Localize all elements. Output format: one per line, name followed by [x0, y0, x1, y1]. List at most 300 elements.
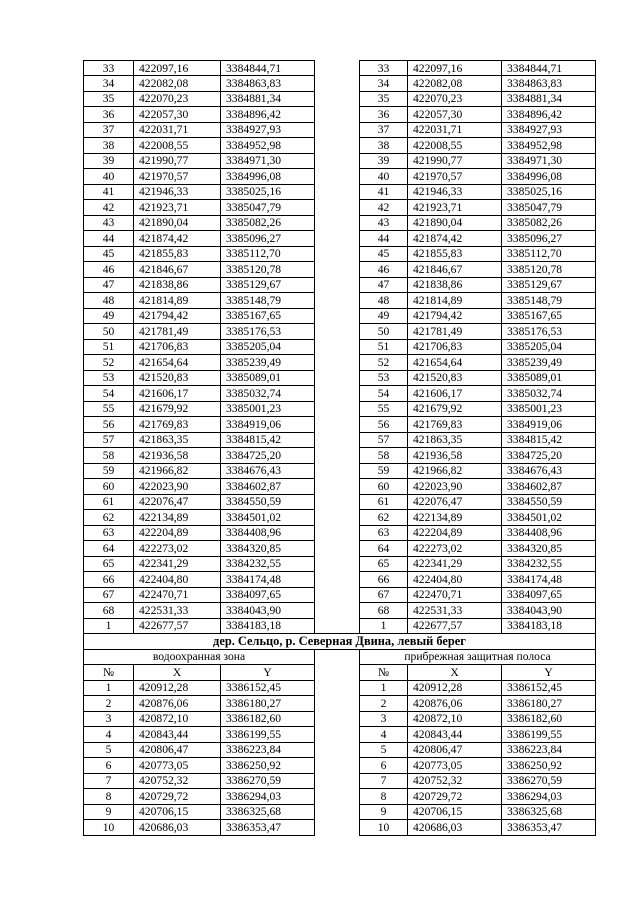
y-coordinate-cell: 3384952,98	[221, 138, 315, 154]
x-coordinate-cell: 421794,42	[134, 308, 221, 324]
table-row	[84, 401, 596, 417]
table-gap-cell	[315, 277, 360, 293]
x-coordinate-cell: 421838,86	[408, 277, 502, 293]
table-row	[84, 138, 596, 154]
point-number-cell: 35	[84, 91, 134, 107]
y-coordinate-cell: 3384725,20	[221, 448, 315, 464]
point-number-cell: 63	[84, 525, 134, 541]
x-coordinate-cell: 421863,35	[134, 432, 221, 448]
point-number-cell: 57	[360, 432, 408, 448]
x-coordinate-cell: 422341,29	[134, 556, 221, 572]
point-number-cell: 63	[360, 525, 408, 541]
x-coordinate-cell: 421970,57	[134, 169, 221, 185]
table-gap-cell	[315, 541, 360, 557]
y-coordinate-cell: 3384815,42	[502, 432, 596, 448]
table-row	[84, 680, 596, 696]
table-gap-cell	[315, 246, 360, 262]
point-number-cell: 46	[84, 262, 134, 278]
point-number-cell: 9	[360, 804, 408, 820]
y-coordinate-cell: 3384927,93	[221, 122, 315, 138]
y-coordinate-cell: 3385167,65	[221, 308, 315, 324]
y-coordinate-cell: 3385120,78	[502, 262, 596, 278]
table-gap-cell	[315, 711, 360, 727]
y-coordinate-cell: 3385032,74	[502, 386, 596, 402]
point-number-cell: 3	[84, 711, 134, 727]
table-gap-cell	[315, 448, 360, 464]
point-number-cell: 68	[84, 603, 134, 619]
x-coordinate-cell: 421606,17	[134, 386, 221, 402]
x-coordinate-cell: 421970,57	[408, 169, 502, 185]
x-coordinate-cell: 422097,16	[134, 61, 221, 76]
y-coordinate-cell: 3384881,34	[221, 91, 315, 107]
table-row	[84, 603, 596, 619]
x-coordinate-cell: 421814,89	[134, 293, 221, 309]
x-coordinate-cell: 422341,29	[408, 556, 502, 572]
x-column-header: X	[408, 665, 502, 681]
x-coordinate-cell: 420752,32	[408, 773, 502, 789]
y-coordinate-cell: 3385082,26	[221, 215, 315, 231]
y-coordinate-cell: 3385047,79	[221, 200, 315, 216]
x-coordinate-cell: 421679,92	[134, 401, 221, 417]
point-number-cell: 40	[360, 169, 408, 185]
table-gap-cell	[315, 339, 360, 355]
y-coordinate-cell: 3384676,43	[502, 463, 596, 479]
table-gap-cell	[315, 61, 360, 76]
x-coordinate-cell: 420686,03	[408, 820, 502, 836]
point-number-cell: 3	[360, 711, 408, 727]
table-gap-cell	[315, 618, 360, 634]
y-coordinate-cell: 3384602,87	[502, 479, 596, 495]
coordinates-table-body	[84, 61, 596, 836]
x-coordinate-cell: 421936,58	[134, 448, 221, 464]
table-row	[84, 758, 596, 774]
y-coordinate-cell: 3384232,55	[502, 556, 596, 572]
table-row	[84, 61, 596, 76]
y-coordinate-cell: 3384844,71	[502, 61, 596, 76]
point-number-cell: 62	[84, 510, 134, 526]
column-header-row	[84, 665, 596, 681]
x-coordinate-cell: 421874,42	[408, 231, 502, 247]
y-coordinate-cell: 3384408,96	[221, 525, 315, 541]
y-coordinate-cell: 3384232,55	[221, 556, 315, 572]
table-row	[84, 91, 596, 107]
table-row	[84, 370, 596, 386]
y-coordinate-cell: 3384550,59	[221, 494, 315, 510]
table-row	[84, 820, 596, 836]
x-coordinate-cell: 420843,44	[134, 727, 221, 743]
x-coordinate-cell: 420706,15	[134, 804, 221, 820]
point-number-cell: 56	[84, 417, 134, 433]
point-number-cell: 34	[360, 76, 408, 92]
table-gap-cell	[315, 742, 360, 758]
y-coordinate-cell: 3386270,59	[221, 773, 315, 789]
y-coordinate-cell: 3384183,18	[221, 618, 315, 634]
y-coordinate-cell: 3384844,71	[221, 61, 315, 76]
y-coordinate-cell: 3385032,74	[221, 386, 315, 402]
point-number-cell: 42	[84, 200, 134, 216]
table-gap-cell	[315, 696, 360, 712]
table-row	[84, 711, 596, 727]
x-coordinate-cell: 421946,33	[408, 184, 502, 200]
table-gap-cell	[315, 91, 360, 107]
table-row	[84, 231, 596, 247]
table-gap-cell	[315, 138, 360, 154]
table-row	[84, 293, 596, 309]
table-gap-cell	[315, 370, 360, 386]
table-row	[84, 215, 596, 231]
x-coordinate-cell: 422070,23	[408, 91, 502, 107]
y-coordinate-cell: 3384320,85	[221, 541, 315, 557]
point-number-cell: 36	[84, 107, 134, 123]
y-coordinate-cell: 3385082,26	[502, 215, 596, 231]
table-gap-cell	[315, 386, 360, 402]
table-gap-cell	[315, 231, 360, 247]
y-column-header: Y	[502, 665, 596, 681]
table-gap-cell	[315, 820, 360, 836]
table-gap-cell	[315, 494, 360, 510]
point-number-cell: 7	[360, 773, 408, 789]
table-row	[84, 308, 596, 324]
table-gap-cell	[315, 262, 360, 278]
point-number-cell: 4	[84, 727, 134, 743]
point-number-cell: 1	[84, 618, 134, 634]
x-coordinate-cell: 422134,89	[134, 510, 221, 526]
table-row	[84, 587, 596, 603]
x-coordinate-cell: 422134,89	[408, 510, 502, 526]
x-coordinate-cell: 422097,16	[408, 61, 502, 76]
point-number-cell: 1	[360, 680, 408, 696]
x-coordinate-cell: 422404,80	[134, 572, 221, 588]
y-coordinate-cell: 3385148,79	[221, 293, 315, 309]
point-number-cell: 6	[84, 758, 134, 774]
y-coordinate-cell: 3386182,60	[502, 711, 596, 727]
x-coordinate-cell: 422057,30	[134, 107, 221, 123]
x-coordinate-cell: 420773,05	[408, 758, 502, 774]
x-coordinate-cell: 421966,82	[134, 463, 221, 479]
table-gap-cell	[315, 525, 360, 541]
point-number-cell: 64	[84, 541, 134, 557]
y-coordinate-cell: 3385239,49	[502, 355, 596, 371]
y-coordinate-cell: 3384602,87	[221, 479, 315, 495]
section-title-row	[84, 634, 596, 650]
y-coordinate-cell: 3385001,23	[502, 401, 596, 417]
table-gap-cell	[315, 649, 360, 665]
point-number-cell: 62	[360, 510, 408, 526]
table-gap-cell	[315, 773, 360, 789]
x-coordinate-cell: 421520,83	[134, 370, 221, 386]
table-gap-cell	[315, 308, 360, 324]
y-coordinate-cell: 3384863,83	[221, 76, 315, 92]
point-number-cell: 61	[84, 494, 134, 510]
x-coordinate-cell: 421769,83	[408, 417, 502, 433]
x-coordinate-cell: 422082,08	[134, 76, 221, 92]
y-coordinate-cell: 3384996,08	[502, 169, 596, 185]
y-coordinate-cell: 3385089,01	[221, 370, 315, 386]
point-number-cell: 49	[84, 308, 134, 324]
x-coordinate-cell: 421654,64	[408, 355, 502, 371]
y-coordinate-cell: 3385167,65	[502, 308, 596, 324]
point-number-cell: 49	[360, 308, 408, 324]
y-coordinate-cell: 3385120,78	[221, 262, 315, 278]
y-column-header: Y	[221, 665, 315, 681]
table-row	[84, 494, 596, 510]
x-coordinate-cell: 421654,64	[134, 355, 221, 371]
y-coordinate-cell: 3384971,30	[221, 153, 315, 169]
point-number-cell: 45	[84, 246, 134, 262]
y-coordinate-cell: 3385129,67	[502, 277, 596, 293]
number-column-header: №	[360, 665, 408, 681]
x-coordinate-cell: 422076,47	[134, 494, 221, 510]
point-number-cell: 52	[360, 355, 408, 371]
y-coordinate-cell: 3386325,68	[502, 804, 596, 820]
x-coordinate-cell: 420752,32	[134, 773, 221, 789]
table-gap-cell	[315, 680, 360, 696]
x-coordinate-cell: 422008,55	[134, 138, 221, 154]
table-row	[84, 727, 596, 743]
y-coordinate-cell: 3384501,02	[221, 510, 315, 526]
x-coordinate-cell: 422076,47	[408, 494, 502, 510]
x-coordinate-cell: 422082,08	[408, 76, 502, 92]
table-row	[84, 169, 596, 185]
point-number-cell: 67	[84, 587, 134, 603]
point-number-cell: 41	[84, 184, 134, 200]
point-number-cell: 33	[360, 61, 408, 76]
x-coordinate-cell: 422204,89	[408, 525, 502, 541]
point-number-cell: 59	[360, 463, 408, 479]
x-coordinate-cell: 421855,83	[134, 246, 221, 262]
point-number-cell: 46	[360, 262, 408, 278]
y-coordinate-cell: 3384919,06	[502, 417, 596, 433]
point-number-cell: 8	[84, 789, 134, 805]
table-gap-cell	[315, 355, 360, 371]
y-coordinate-cell: 3385047,79	[502, 200, 596, 216]
y-coordinate-cell: 3385239,49	[221, 355, 315, 371]
x-coordinate-cell: 421923,71	[134, 200, 221, 216]
x-coordinate-cell: 421846,67	[134, 262, 221, 278]
point-number-cell: 50	[360, 324, 408, 340]
y-coordinate-cell: 3386223,84	[221, 742, 315, 758]
y-coordinate-cell: 3384952,98	[502, 138, 596, 154]
y-coordinate-cell: 3384676,43	[221, 463, 315, 479]
y-coordinate-cell: 3386182,60	[221, 711, 315, 727]
x-coordinate-cell: 421846,67	[408, 262, 502, 278]
table-gap-cell	[315, 215, 360, 231]
y-coordinate-cell: 3385096,27	[221, 231, 315, 247]
x-coordinate-cell: 422023,90	[134, 479, 221, 495]
point-number-cell: 66	[360, 572, 408, 588]
table-gap-cell	[315, 587, 360, 603]
y-coordinate-cell: 3385025,16	[221, 184, 315, 200]
table-gap-cell	[315, 184, 360, 200]
point-number-cell: 53	[84, 370, 134, 386]
x-coordinate-cell: 420686,03	[134, 820, 221, 836]
water-protection-zone-title: водоохранная зона	[84, 649, 315, 665]
point-number-cell: 39	[84, 153, 134, 169]
table-gap-cell	[315, 293, 360, 309]
point-number-cell: 53	[360, 370, 408, 386]
y-coordinate-cell: 3384320,85	[502, 541, 596, 557]
table-row	[84, 355, 596, 371]
x-coordinate-cell: 420843,44	[408, 727, 502, 743]
point-number-cell: 6	[360, 758, 408, 774]
table-row	[84, 696, 596, 712]
x-coordinate-cell: 422008,55	[408, 138, 502, 154]
x-coordinate-cell: 420876,06	[408, 696, 502, 712]
x-coordinate-cell: 421706,83	[134, 339, 221, 355]
x-coordinate-cell: 420872,10	[408, 711, 502, 727]
x-coordinate-cell: 421890,04	[134, 215, 221, 231]
y-coordinate-cell: 3384043,90	[502, 603, 596, 619]
table-row	[84, 618, 596, 634]
table-row	[84, 339, 596, 355]
x-coordinate-cell: 422470,71	[408, 587, 502, 603]
table-row	[84, 153, 596, 169]
point-number-cell: 58	[360, 448, 408, 464]
table-row	[84, 386, 596, 402]
y-coordinate-cell: 3386199,55	[221, 727, 315, 743]
x-coordinate-cell: 422204,89	[134, 525, 221, 541]
section-title: дер. Сельцо, р. Северная Двина, левый берег	[84, 634, 596, 650]
y-coordinate-cell: 3386353,47	[502, 820, 596, 836]
table-gap-cell	[315, 107, 360, 123]
y-coordinate-cell: 3385176,53	[502, 324, 596, 340]
y-coordinate-cell: 3384174,48	[502, 572, 596, 588]
point-number-cell: 10	[360, 820, 408, 836]
x-coordinate-cell: 422031,71	[134, 122, 221, 138]
x-coordinate-cell: 420729,72	[408, 789, 502, 805]
table-row	[84, 246, 596, 262]
y-coordinate-cell: 3384919,06	[221, 417, 315, 433]
y-coordinate-cell: 3386250,92	[221, 758, 315, 774]
x-coordinate-cell: 421874,42	[134, 231, 221, 247]
y-coordinate-cell: 3385176,53	[221, 324, 315, 340]
point-number-cell: 5	[360, 742, 408, 758]
point-number-cell: 60	[360, 479, 408, 495]
x-coordinate-cell: 422070,23	[134, 91, 221, 107]
point-number-cell: 54	[360, 386, 408, 402]
x-coordinate-cell: 421769,83	[134, 417, 221, 433]
table-gap-cell	[315, 727, 360, 743]
y-coordinate-cell: 3386223,84	[502, 742, 596, 758]
table-gap-cell	[315, 479, 360, 495]
x-coordinate-cell: 421990,77	[134, 153, 221, 169]
table-gap-cell	[315, 417, 360, 433]
y-coordinate-cell: 3384097,65	[502, 587, 596, 603]
x-coordinate-cell: 422273,02	[134, 541, 221, 557]
x-coordinate-cell: 421863,35	[408, 432, 502, 448]
x-coordinate-cell: 421814,89	[408, 293, 502, 309]
table-row	[84, 262, 596, 278]
table-gap-cell	[315, 324, 360, 340]
table-gap-cell	[315, 665, 360, 681]
table-gap-cell	[315, 804, 360, 820]
coordinates-table	[83, 60, 596, 836]
point-number-cell: 64	[360, 541, 408, 557]
x-coordinate-cell: 422470,71	[134, 587, 221, 603]
y-coordinate-cell: 3386270,59	[502, 773, 596, 789]
x-coordinate-cell: 421781,49	[134, 324, 221, 340]
point-number-cell: 68	[360, 603, 408, 619]
point-number-cell: 58	[84, 448, 134, 464]
point-number-cell: 37	[84, 122, 134, 138]
y-coordinate-cell: 3384043,90	[221, 603, 315, 619]
x-coordinate-cell: 422677,57	[408, 618, 502, 634]
point-number-cell: 59	[84, 463, 134, 479]
point-number-cell: 54	[84, 386, 134, 402]
y-coordinate-cell: 3386325,68	[221, 804, 315, 820]
table-row	[84, 789, 596, 805]
y-coordinate-cell: 3386180,27	[221, 696, 315, 712]
y-coordinate-cell: 3385129,67	[221, 277, 315, 293]
point-number-cell: 47	[360, 277, 408, 293]
y-coordinate-cell: 3384097,65	[221, 587, 315, 603]
table-gap-cell	[315, 122, 360, 138]
table-row	[84, 510, 596, 526]
point-number-cell: 66	[84, 572, 134, 588]
x-coordinate-cell: 420872,10	[134, 711, 221, 727]
y-coordinate-cell: 3384183,18	[502, 618, 596, 634]
table-gap-cell	[315, 76, 360, 92]
table-gap-cell	[315, 758, 360, 774]
point-number-cell: 37	[360, 122, 408, 138]
x-coordinate-cell: 421794,42	[408, 308, 502, 324]
zone-title-row	[84, 649, 596, 665]
table-row	[84, 773, 596, 789]
y-coordinate-cell: 3386152,45	[502, 680, 596, 696]
table-row	[84, 572, 596, 588]
y-coordinate-cell: 3385148,79	[502, 293, 596, 309]
y-coordinate-cell: 3384501,02	[502, 510, 596, 526]
point-number-cell: 38	[360, 138, 408, 154]
point-number-cell: 42	[360, 200, 408, 216]
point-number-cell: 10	[84, 820, 134, 836]
x-coordinate-cell: 422273,02	[408, 541, 502, 557]
point-number-cell: 47	[84, 277, 134, 293]
x-coordinate-cell: 422404,80	[408, 572, 502, 588]
table-row	[84, 122, 596, 138]
point-number-cell: 48	[84, 293, 134, 309]
y-coordinate-cell: 3385096,27	[502, 231, 596, 247]
x-coordinate-cell: 421838,86	[134, 277, 221, 293]
y-coordinate-cell: 3384927,93	[502, 122, 596, 138]
table-row	[84, 277, 596, 293]
x-coordinate-cell: 421781,49	[408, 324, 502, 340]
table-gap-cell	[315, 169, 360, 185]
y-coordinate-cell: 3384896,42	[502, 107, 596, 123]
y-coordinate-cell: 3384881,34	[502, 91, 596, 107]
point-number-cell: 8	[360, 789, 408, 805]
x-coordinate-cell: 421936,58	[408, 448, 502, 464]
point-number-cell: 57	[84, 432, 134, 448]
point-number-cell: 1	[360, 618, 408, 634]
point-number-cell: 36	[360, 107, 408, 123]
x-coordinate-cell: 420729,72	[134, 789, 221, 805]
x-coordinate-cell: 422531,33	[134, 603, 221, 619]
x-coordinate-cell: 421990,77	[408, 153, 502, 169]
point-number-cell: 33	[84, 61, 134, 76]
x-coordinate-cell: 420773,05	[134, 758, 221, 774]
table-gap-cell	[315, 463, 360, 479]
x-coordinate-cell: 420912,28	[134, 680, 221, 696]
y-coordinate-cell: 3384174,48	[221, 572, 315, 588]
x-coordinate-cell: 421966,82	[408, 463, 502, 479]
x-coordinate-cell: 422057,30	[408, 107, 502, 123]
table-row	[84, 479, 596, 495]
point-number-cell: 45	[360, 246, 408, 262]
x-coordinate-cell: 420876,06	[134, 696, 221, 712]
table-row	[84, 556, 596, 572]
table-gap-cell	[315, 153, 360, 169]
